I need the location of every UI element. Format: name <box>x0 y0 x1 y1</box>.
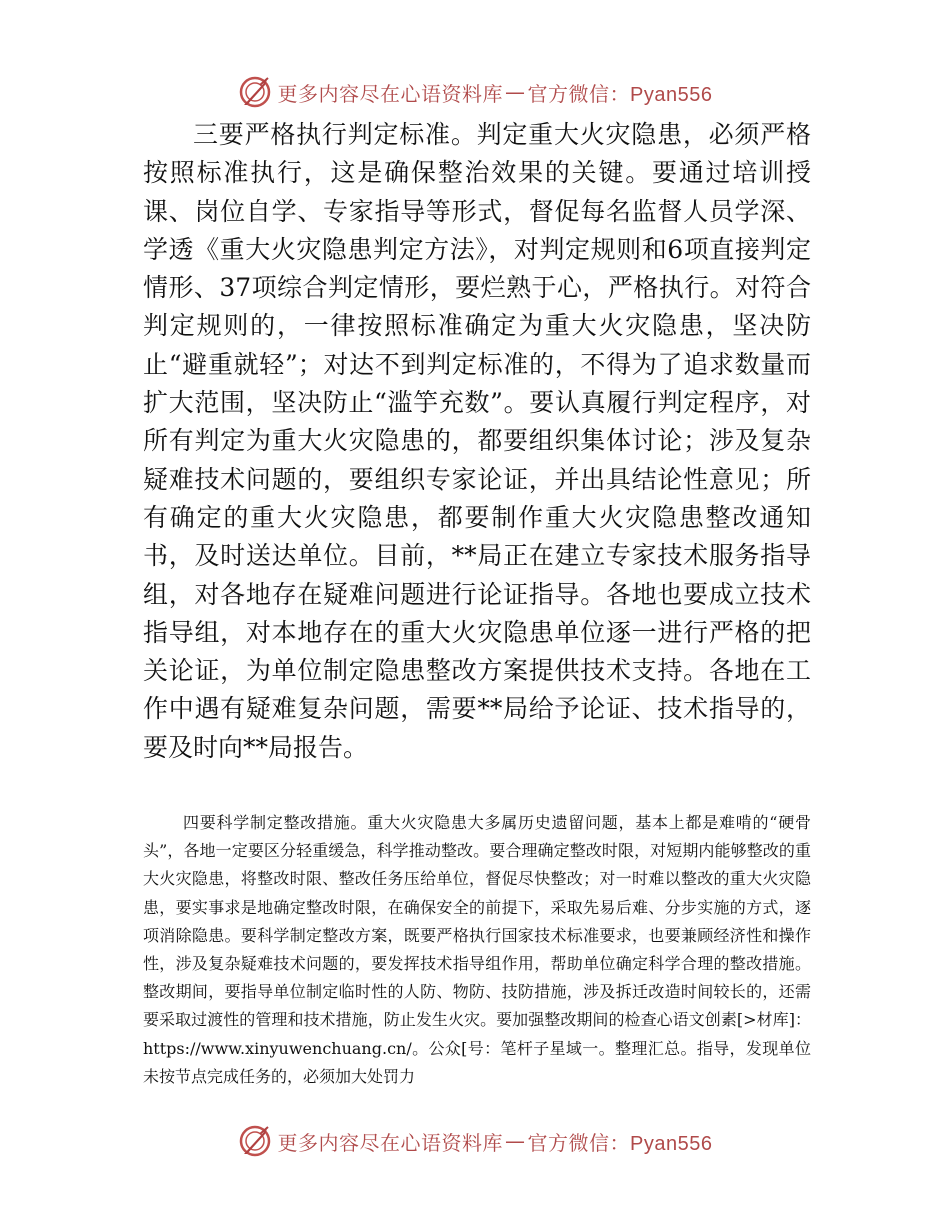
footer-banner-wechat: 官方微信：Pyan556 <box>527 1132 713 1155</box>
quill-logo-icon <box>238 75 272 109</box>
header-watermark-banner <box>0 72 950 112</box>
footer-banner-dash: — <box>505 1129 526 1153</box>
body-paragraph-4: 四要科学制定整改措施。重大火灾隐患大多属历史遗留问题，基本上都是难啃的“硬骨头”，各地一定要区分轻重缓急，科学推动整改。要合理确定整改时限，对短期内能够整改的重大火灾隐患，将整改时限、整改任务压给单位，督促尽快整改；对一时难以整改的重大火灾隐患，要实事求是地确定整改时限，在确保安全的前提下，采取先易后难、分步实施的方式，逐项消除隐患。要科学制定整改方案，既要严格执行国家技术标准要求，也要兼顾经济性和操作性，涉及复杂疑难技术问题的，要发挥技术指导组作用，帮助单位确定科学合理的整改措施。整改期间，要指导单位制定临时性的人防、物防、技防措施，涉及拆迁改造时间较长的，还需要采取过渡性的管理和技术措施，防止发生火灾。要加强整改期间的检查心语文创素[>材库]：https://www.xinyuwenchuang.cn/。公众[号：笔杆子星域一。整理汇总。指导，发现单位未按节点完成任务的，必须加大处罚力 <box>143 813 811 1086</box>
header-banner-text: 更多内容尽在心语资料库 <box>277 81 504 106</box>
footer-banner-text: 更多内容尽在心语资料库 <box>277 1130 504 1155</box>
quill-logo-icon <box>238 1124 272 1158</box>
body-paragraph-3: 三要严格执行判定标准。判定重大火灾隐患，必须严格按照标准执行，这是确保整治效果的关键。要通过培训授课、岗位自学、专家指导等形式，督促每名监督人员学深、学透《重大火灾隐患判定方法》，对判定规则和6项直接判定情形、37项综合判定情形，要烂熟于心，严格执行。对符合判定规则的，一律按照标准确定为重大火灾隐患，坚决防止“避重就轻”；对达不到判定标准的，不得为了追求数量而扩大范围，坚决防止“滥竽充数”。要认真履行判定程序，对所有判定为重大火灾隐患的，都要组织集体讨论；涉及复杂疑难技术问题的，要组织专家论证，并出具结论性意见；所有确定的重大火灾隐患，都要制作重大火灾隐患整改通知书，及时送达单位。目前，**局正在建立专家技术服务指导组，对各地存在疑难问题进行论证指导。各地也要成立技术指导组，对本地存在的重大火灾隐患单位逐一进行严格的把关论证，为单位制定隐患整改方案提供技术支持。各地在工作中遇有疑难复杂问题，需要**局给予论证、技术指导的，要及时向**局报告。 <box>143 120 811 762</box>
header-banner-wechat: 官方微信：Pyan556 <box>527 83 713 106</box>
header-banner-dash: — <box>505 80 526 104</box>
footer-watermark-banner <box>0 1121 950 1161</box>
